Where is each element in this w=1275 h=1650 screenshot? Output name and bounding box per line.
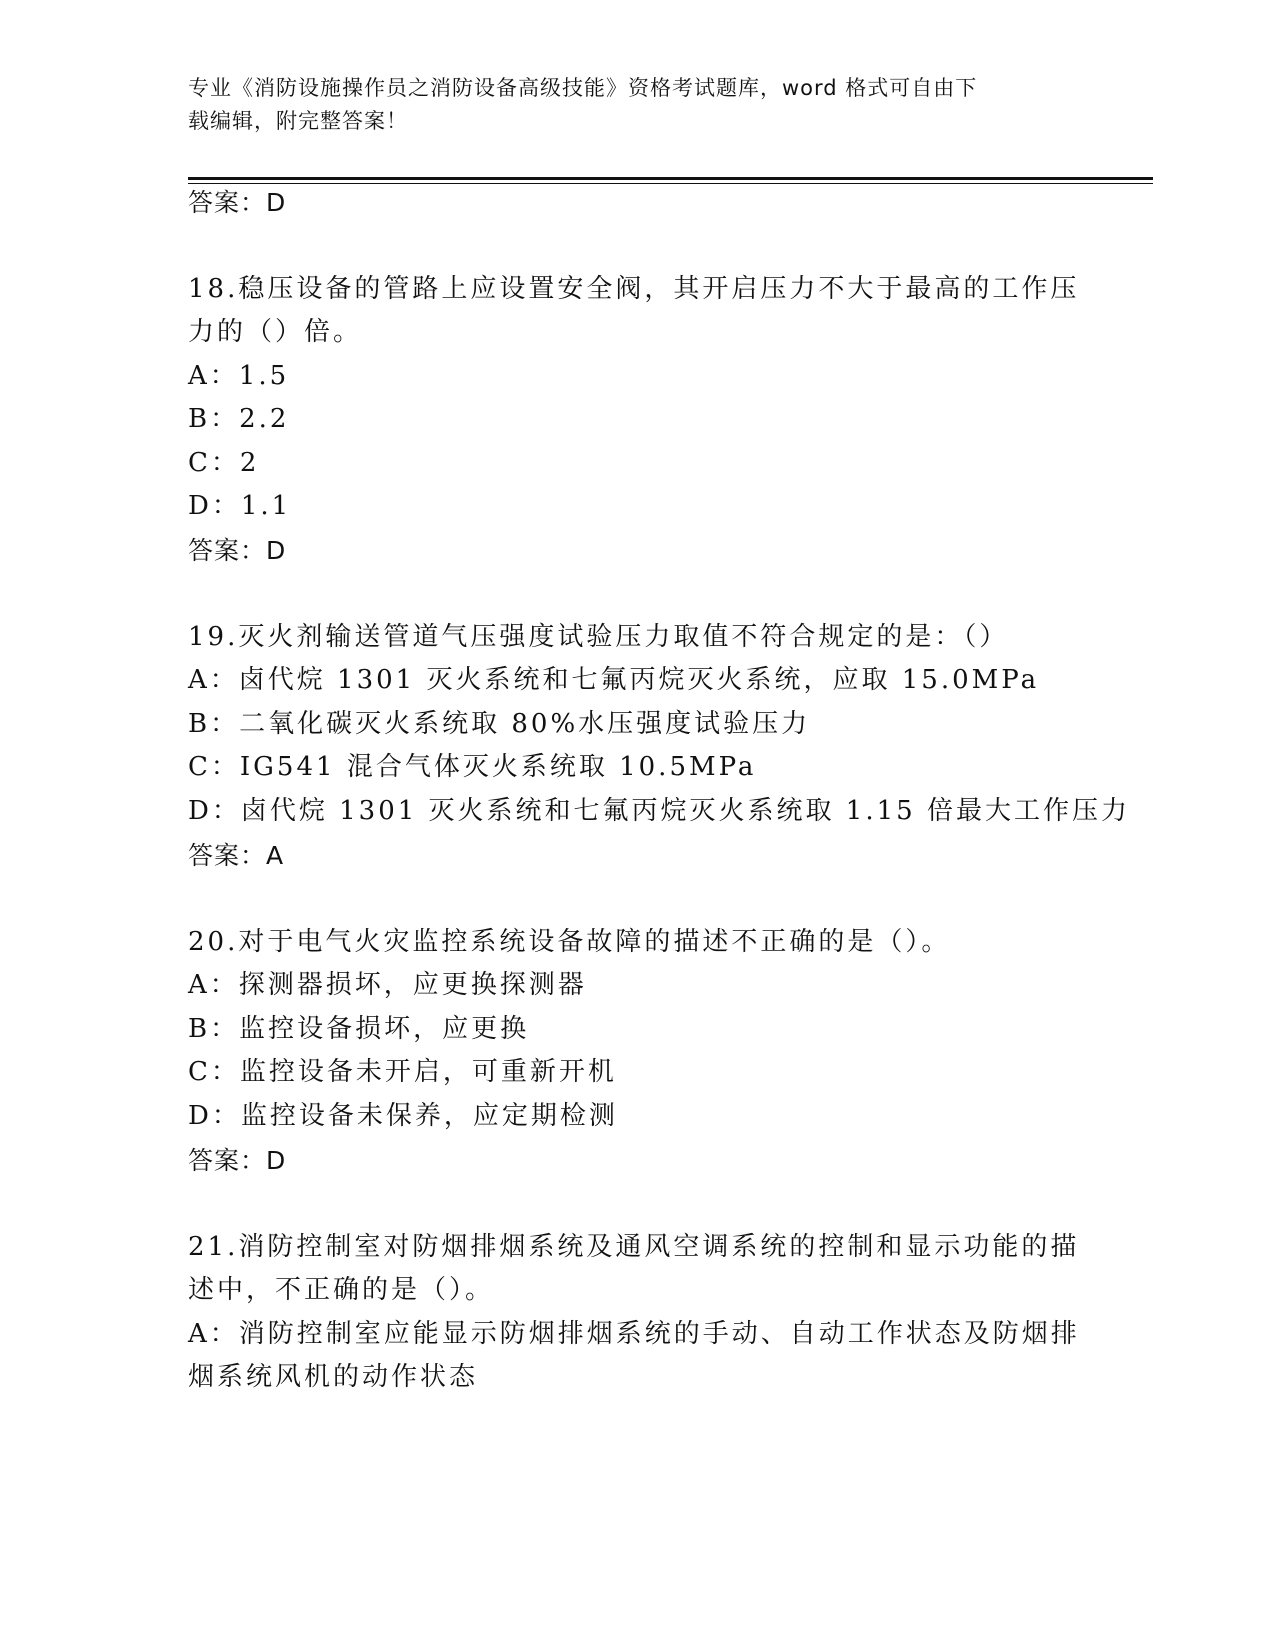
q20-option-c: C：监控设备未开启，可重新开机 xyxy=(188,1057,617,1087)
q19-option-a: A：卤代烷 1301 灭火系统和七氟丙烷灭火系统，应取 15.0MPa xyxy=(188,665,1040,695)
previous-answer: 答案：D xyxy=(188,188,287,217)
q21-option-a-line-1: A：消防控制室应能显示防烟排烟系统的手动、自动工作状态及防烟排 xyxy=(188,1319,1080,1349)
header-line-1: 专业《消防设施操作员之消防设备高级技能》资格考试题库，word 格式可自由下 xyxy=(188,76,978,100)
q20-option-b: B：监控设备损坏，应更换 xyxy=(188,1014,530,1044)
q18-option-a: A：1.5 xyxy=(188,361,290,391)
q18-option-b: B：2.2 xyxy=(188,404,290,434)
header-divider-thick xyxy=(188,177,1153,180)
q20-stem-line-1: 20.对于电气火灾监控系统设备故障的描述不正确的是（）。 xyxy=(188,927,951,957)
q18-option-d: D：1.1 xyxy=(188,491,292,521)
q19-option-b: B：二氧化碳灭火系统取 80%水压强度试验压力 xyxy=(188,709,811,739)
q20-answer: 答案：D xyxy=(188,1146,287,1175)
header-divider-thin xyxy=(188,183,1153,184)
q20-option-d: D：监控设备未保养，应定期检测 xyxy=(188,1101,618,1131)
q19-stem-line-1: 19.灭火剂输送管道气压强度试验压力取值不符合规定的是：（） xyxy=(188,622,1009,652)
q19-option-c: C：IG541 混合气体灭火系统取 10.5MPa xyxy=(188,752,757,782)
q19-option-d: D：卤代烷 1301 灭火系统和七氟丙烷灭火系统取 1.15 倍最大工作压力 xyxy=(188,796,1130,826)
document-header xyxy=(188,72,1088,138)
q18-stem-line-1: 18.稳压设备的管路上应设置安全阀，其开启压力不大于最高的工作压 xyxy=(188,274,1080,304)
q20-option-a: A：探测器损坏，应更换探测器 xyxy=(188,970,587,1000)
q18-answer: 答案：D xyxy=(188,536,287,565)
q21-stem-line-2: 述中，不正确的是（）。 xyxy=(188,1275,495,1305)
q18-stem-line-2: 力的（）倍。 xyxy=(188,317,363,347)
q21-option-a-line-2: 烟系统风机的动作状态 xyxy=(188,1362,479,1392)
q18-option-c: C：2 xyxy=(188,448,260,478)
q19-answer: 答案：A xyxy=(188,841,285,870)
header-line-2: 载编辑，附完整答案！ xyxy=(188,109,408,133)
q21-stem-line-1: 21.消防控制室对防烟排烟系统及通风空调系统的控制和显示功能的描 xyxy=(188,1232,1080,1262)
